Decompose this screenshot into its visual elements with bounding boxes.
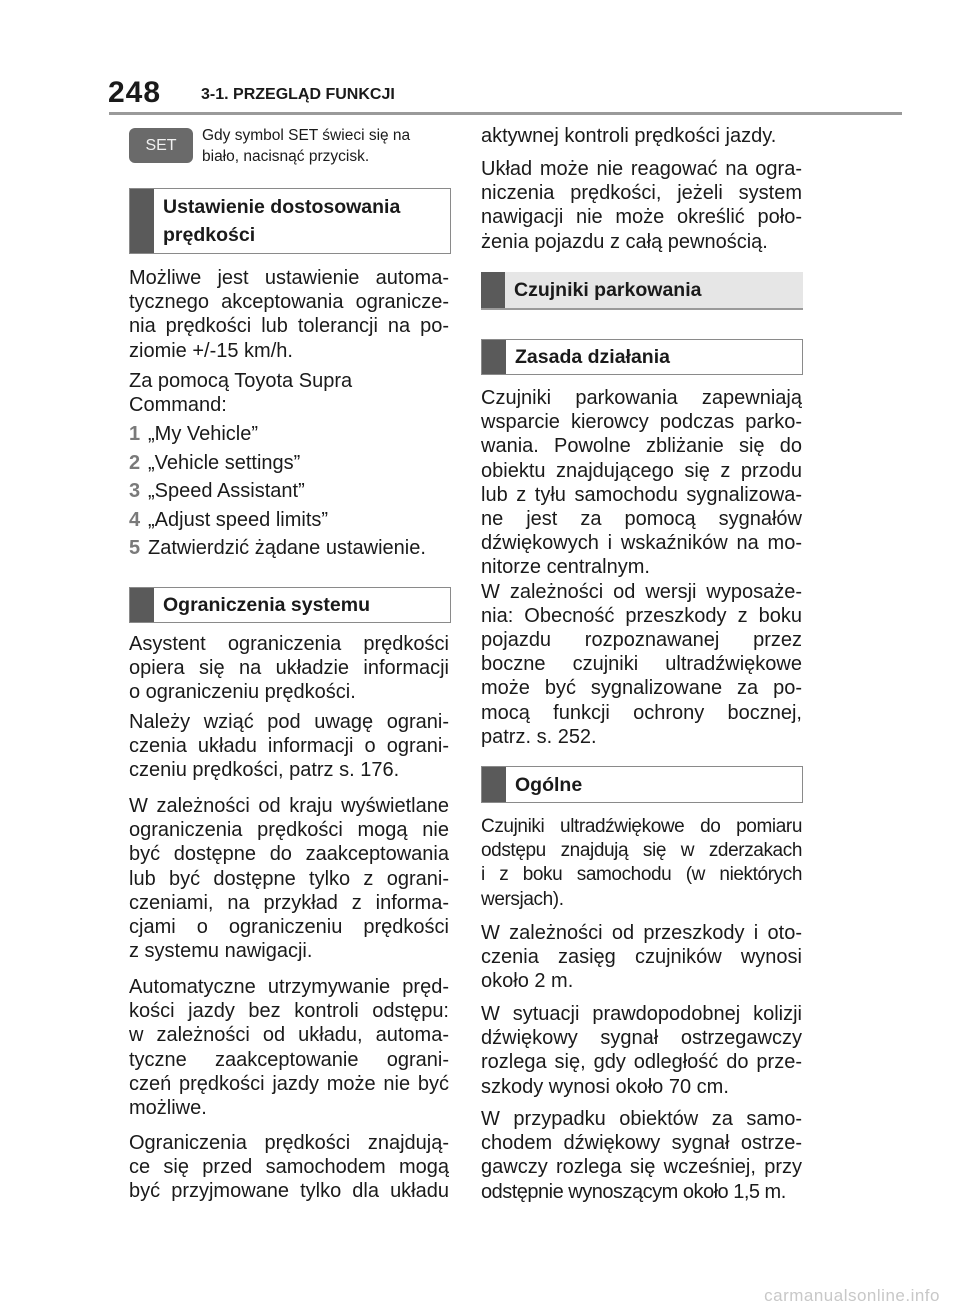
heading-bar [481, 272, 505, 308]
text-line: cjami o ograniczeniu prędkości [129, 916, 449, 939]
text-line: niczenia prędkości, jeżeli system [481, 182, 802, 205]
step-text: Zatwierdzić żądane ustawienie. [148, 537, 426, 560]
text-line: w zależności od układu, automa- [129, 1024, 449, 1047]
text-line: Asystent ograniczenia prędkości [129, 633, 449, 655]
heading-principle [481, 339, 803, 375]
heading-label: Ograniczenia systemu [163, 594, 370, 616]
para-assistant [129, 632, 449, 705]
text-line: dźwiękowy sygnał ostrzegawczy [481, 1027, 802, 1050]
step-number: 5 [129, 537, 141, 560]
text-line: W przypadku obiektów za samo- [481, 1108, 802, 1130]
text-line: czenia układu informacji o ograni- [129, 735, 449, 758]
heading-label: Czujniki parkowania [514, 279, 702, 301]
text-line: Czujniki parkowania zapewniają [481, 387, 802, 409]
step-item [129, 534, 426, 563]
step-number: 2 [129, 451, 141, 474]
text-line: wsparcie kierowcy podczas parko- [481, 411, 802, 434]
step-text: „Speed Assistant” [148, 480, 305, 503]
text-line: dźwiękowych i wskaźników na mo- [481, 532, 802, 555]
text-line: rozlega się, gdy odległość do prze- [481, 1051, 802, 1074]
text-line: być przyjmowane tylko dla układu [129, 1180, 449, 1203]
step-item [129, 477, 426, 506]
text-line: W sytuacji prawdopodobnej kolizji [481, 1003, 802, 1025]
heading-general [481, 766, 803, 803]
text-line: nia: Obecność przeszkody z boku [481, 604, 802, 627]
step-text: „My Vehicle” [148, 423, 259, 445]
text-line: Układ może nie reagować na ogra- [481, 158, 802, 180]
text-line: Gdy symbol SET świeci się na [202, 127, 411, 144]
text-line: nitorze centralnym. [481, 556, 650, 579]
para-ultra [481, 815, 802, 912]
text-line: odstępnie wynoszącym około 1,5 m. [481, 1180, 786, 1203]
text-line: mocą funkcji ochrony bocznej, [481, 701, 802, 724]
text-line: biało, nacisnąć przycisk. [202, 148, 370, 165]
text-line: ograniczenia prędkości mogą nie [129, 819, 449, 842]
text-line: W zależności od wersji wyposaże- [481, 580, 802, 603]
text-line: czenia zasięg czujników wynosi [481, 946, 802, 969]
heading-label [163, 193, 400, 249]
text-line: prędkości [163, 224, 256, 246]
text-line: wania. Powolne zbliżanie się do [481, 435, 802, 458]
text-line: lub z tyłu samochodu sygnalizowa- [481, 483, 802, 506]
text-line: wersjach). [481, 888, 564, 910]
step-number: 3 [129, 480, 141, 503]
heading-limits [129, 587, 451, 623]
heading-bar [130, 588, 154, 622]
text-line: ne jest za pomocą sygnałów [481, 508, 802, 531]
text-line: Za pomocą Toyota Supra [129, 370, 353, 392]
text-line: W zależności od kraju wyświetlane [129, 795, 449, 817]
text-line: możliwe. [129, 1097, 207, 1120]
set-button-description [202, 125, 452, 167]
section-title: 3-1. PRZEGLĄD FUNKCJI [201, 86, 395, 103]
text-line: obiektu znajdującego się z przodu [481, 459, 802, 482]
step-item [129, 449, 426, 478]
para-possible [129, 266, 449, 363]
para-ahead [129, 1131, 449, 1204]
text-line: gawczy rozlega się wcześniej, przy [481, 1156, 802, 1179]
text-line: Czujniki ultradźwiękowe do pomiaru [481, 816, 802, 837]
text-line: z systemu nawigacji. [129, 940, 313, 963]
text-line: czeń prędkości jazdy może nie być [129, 1072, 449, 1095]
text-line: Ustawienie dostosowania [163, 196, 401, 218]
para-sensors [481, 386, 802, 749]
heading-speed-adjust [129, 188, 451, 254]
text-line: być dostępne do zaakceptowania [129, 843, 449, 866]
para-collision [481, 1002, 802, 1099]
step-text: „Adjust speed limits” [148, 508, 329, 531]
text-line: nia prędkości lub tolerancji na po- [129, 315, 449, 338]
para-command [129, 369, 449, 417]
text-line: Command: [129, 394, 227, 417]
text-line: kości jazdy bez kontroli odstępu: [129, 1000, 449, 1023]
para-behind [481, 1107, 802, 1204]
text-line: W zależności od przeszkody i oto- [481, 922, 802, 944]
set-button-icon: SET [129, 128, 193, 163]
step-number: 4 [129, 508, 141, 531]
para-country [129, 794, 449, 963]
para-cont [481, 124, 802, 148]
page-number: 248 [108, 76, 162, 109]
text-line: około 2 m. [481, 970, 574, 993]
text-line: żenia pojazdu z całą pewnością. [481, 230, 768, 253]
text-line: o ograniczeniu prędkości. [129, 681, 356, 704]
heading-label: Ogólne [515, 773, 583, 796]
para-note [129, 710, 449, 783]
para-auto [129, 975, 449, 1120]
step-number: 1 [129, 423, 141, 445]
text-line: szkody wynosi około 70 cm. [481, 1075, 729, 1098]
text-line: lub być dostępne tylko z ograni- [129, 867, 449, 890]
heading-parking [481, 272, 803, 310]
text-line: opiera się na układzie informacji [129, 657, 449, 680]
text-line: ce się przed samochodem mogą [129, 1156, 449, 1179]
heading-bar [482, 340, 506, 374]
step-text: „Vehicle settings” [148, 451, 301, 474]
text-line: może być sygnalizowane za po- [481, 677, 802, 700]
header-divider [109, 112, 902, 115]
text-line: chodem dźwiękowy sygnał ostrze- [481, 1132, 802, 1155]
heading-bar [130, 189, 154, 253]
text-line: aktywnej kontroli prędkości jazdy. [481, 125, 777, 147]
text-line: Automatyczne utrzymywanie pręd- [129, 976, 449, 998]
heading-label: Zasada działania [515, 346, 670, 368]
para-range [481, 921, 802, 994]
text-line: tycznego akceptowania ogranicze- [129, 291, 449, 314]
text-line: patrz. s. 252. [481, 725, 597, 748]
text-line: ziomie +/-15 km/h. [129, 339, 293, 362]
text-line: odstępu znajdują się w zderzakach [481, 840, 802, 862]
text-line: Możliwe jest ustawienie automa- [129, 267, 449, 289]
text-line: czeniami, na przykład z informa- [129, 891, 449, 914]
text-line: pojazdu rozpoznawanej przez [481, 629, 802, 652]
para-nav [481, 157, 802, 254]
text-line: tyczne zaakceptowanie ograni- [129, 1048, 449, 1071]
text-line: Należy wziąć pod uwagę ograni- [129, 711, 449, 733]
text-line: czeniu prędkości, patrz s. 176. [129, 759, 400, 782]
step-item [129, 420, 426, 449]
text-line: boczne czujniki ultradźwiękowe [481, 653, 802, 676]
text-line: Ograniczenia prędkości znajdują- [129, 1132, 449, 1154]
text-line: nawigacji nie może określić poło- [481, 206, 802, 229]
steps-list [129, 420, 426, 563]
step-item [129, 506, 426, 535]
heading-bar [482, 767, 506, 802]
text-line: i z boku samochodu (w niektórych [481, 864, 802, 886]
watermark: carmanualsonline.info [764, 1286, 940, 1305]
